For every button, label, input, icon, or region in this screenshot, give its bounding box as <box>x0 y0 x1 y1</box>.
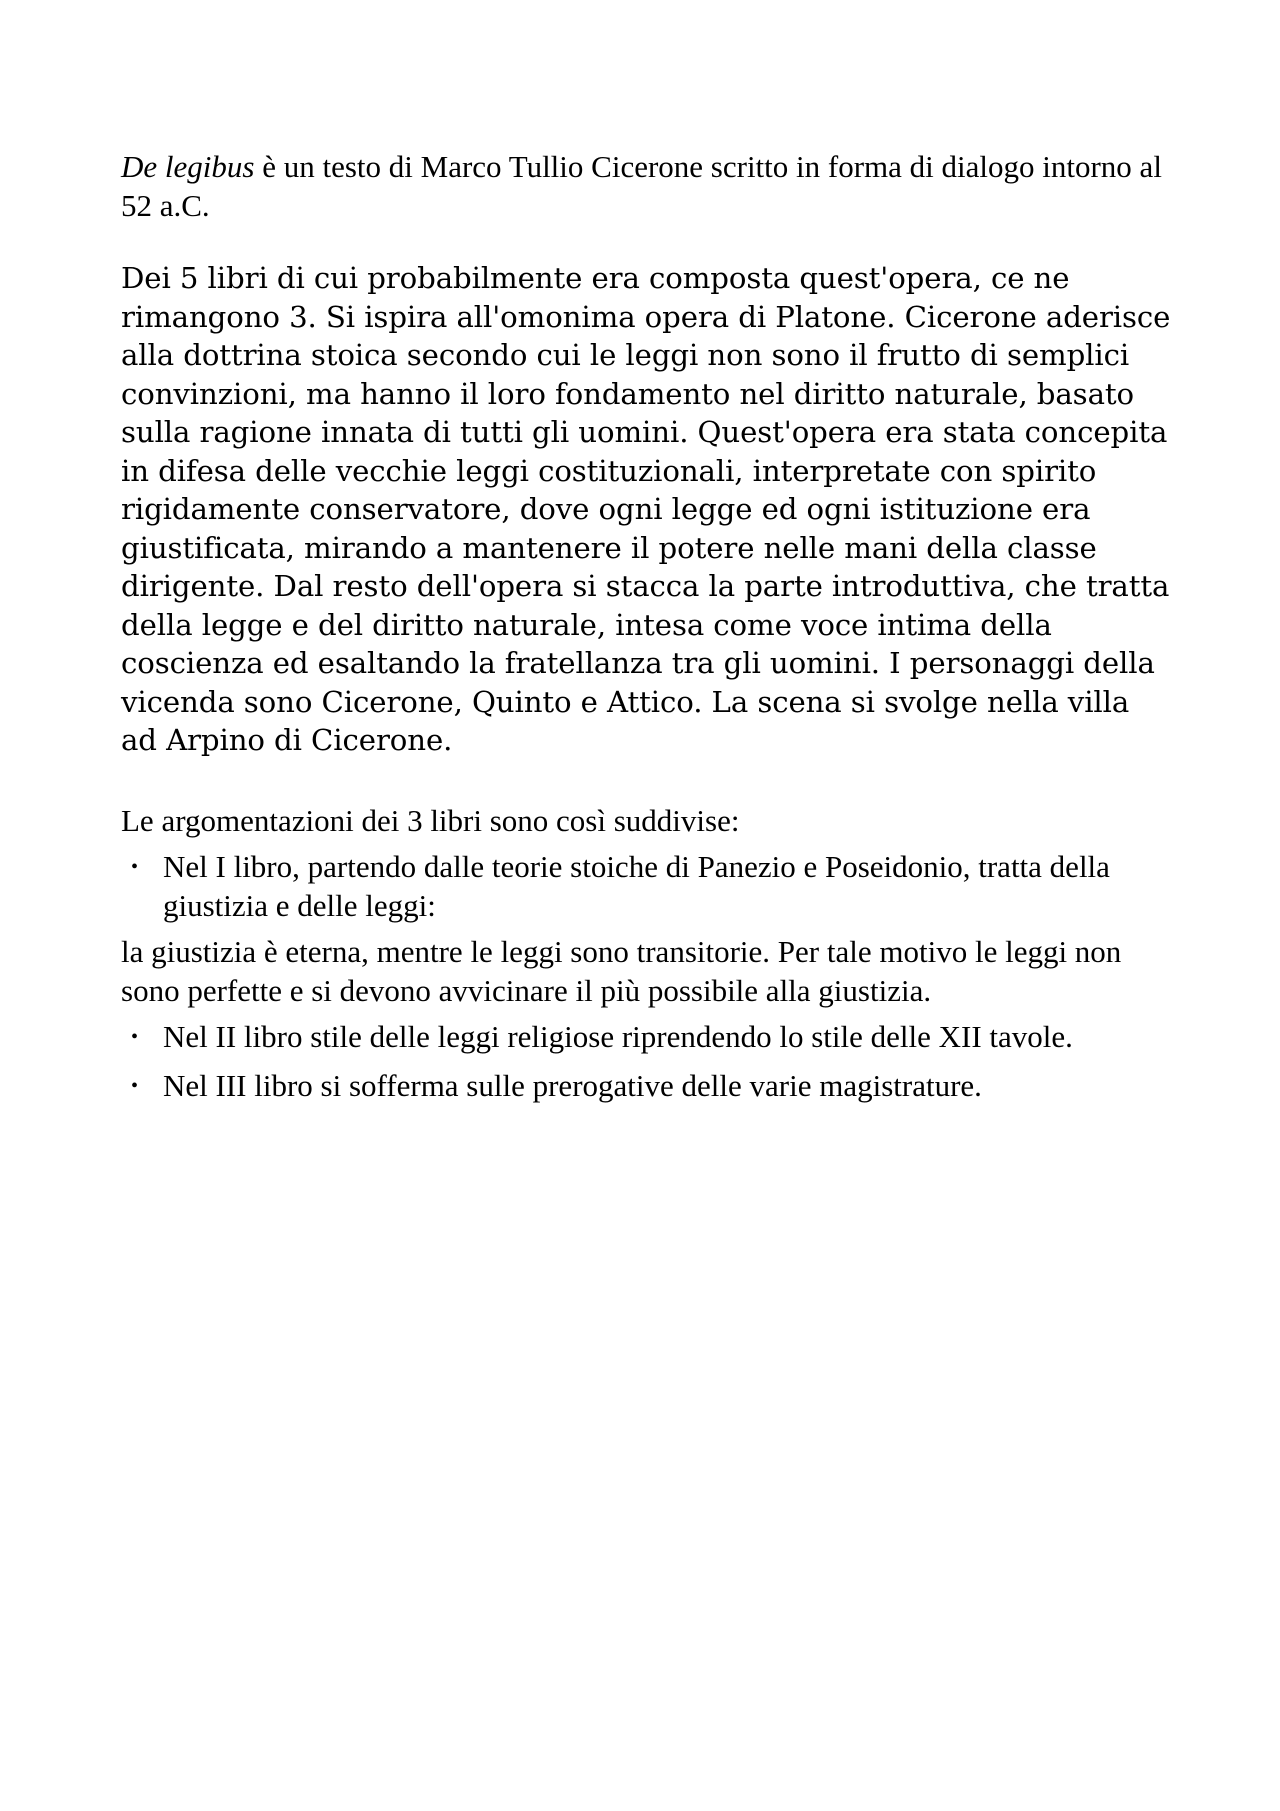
document-content <box>121 148 1171 1105</box>
list-item <box>121 1067 1171 1106</box>
bullet-icon: • <box>131 856 139 878</box>
list-item-text: Nel II libro stile delle leggi religiose riprendendo lo stile delle XII tavole. <box>163 1019 1073 1054</box>
arguments-list-1 <box>121 848 1171 925</box>
arguments-list-2 <box>121 1018 1171 1105</box>
intro-text: è un testo di Marco Tullio Cicerone scritto in forma di dialogo intorno al 52 a.C. <box>121 149 1162 223</box>
list-item-text: Nel I libro, partendo dalle teorie stoiche di Panezio e Poseidonio, tratta della giustizia e delle leggi: <box>163 849 1110 923</box>
bullet-icon: • <box>131 1026 139 1048</box>
list-item <box>121 1018 1171 1057</box>
work-title: De legibus <box>121 149 255 184</box>
bullet-icon: • <box>131 1074 139 1097</box>
list-item-text: Nel III libro si sofferma sulle prerogative delle varie magistrature. <box>163 1067 982 1103</box>
continuation-paragraph: la giustizia è eterna, mentre le leggi sono transitorie. Per tale motivo le leggi non sono perfette e si devono avvicinare il più possibile alla giustizia. <box>121 934 1122 1008</box>
body-paragraph: Dei 5 libri di cui probabilmente era composta quest'opera, ce ne rimangono 3. Si ispira all'omonima opera di Platone. Cicerone aderisce alla dottrina stoica secondo cui le leggi non sono il frutto di semplici convinzioni, ma hanno il loro fondamento nel diritto naturale, basato sulla ragione innata di tutti gli uomini. Quest'opera era stata concepita in difesa delle vecchie leggi costituzionali, interpretate con spirito rigidamente conservatore, dove ogni legge ed ogni istituzione era giustificata, mirando a mantenere il potere nelle mani della classe dirigente. Dal resto dell'opera si stacca la parte introduttiva, che tratta della legge e del diritto naturale, intesa come voce intima della coscienza ed esaltando la fratellanza tra gli uomini. I personaggi della vicenda sono Cicerone, Quinto e Attico. La scena si svolge nella villa ad Arpino di Cicerone. <box>121 261 1171 757</box>
list-item <box>121 848 1171 925</box>
intro-paragraph <box>121 148 1171 225</box>
arguments-heading: Le argomentazioni dei 3 libri sono così suddivise: <box>121 802 740 838</box>
